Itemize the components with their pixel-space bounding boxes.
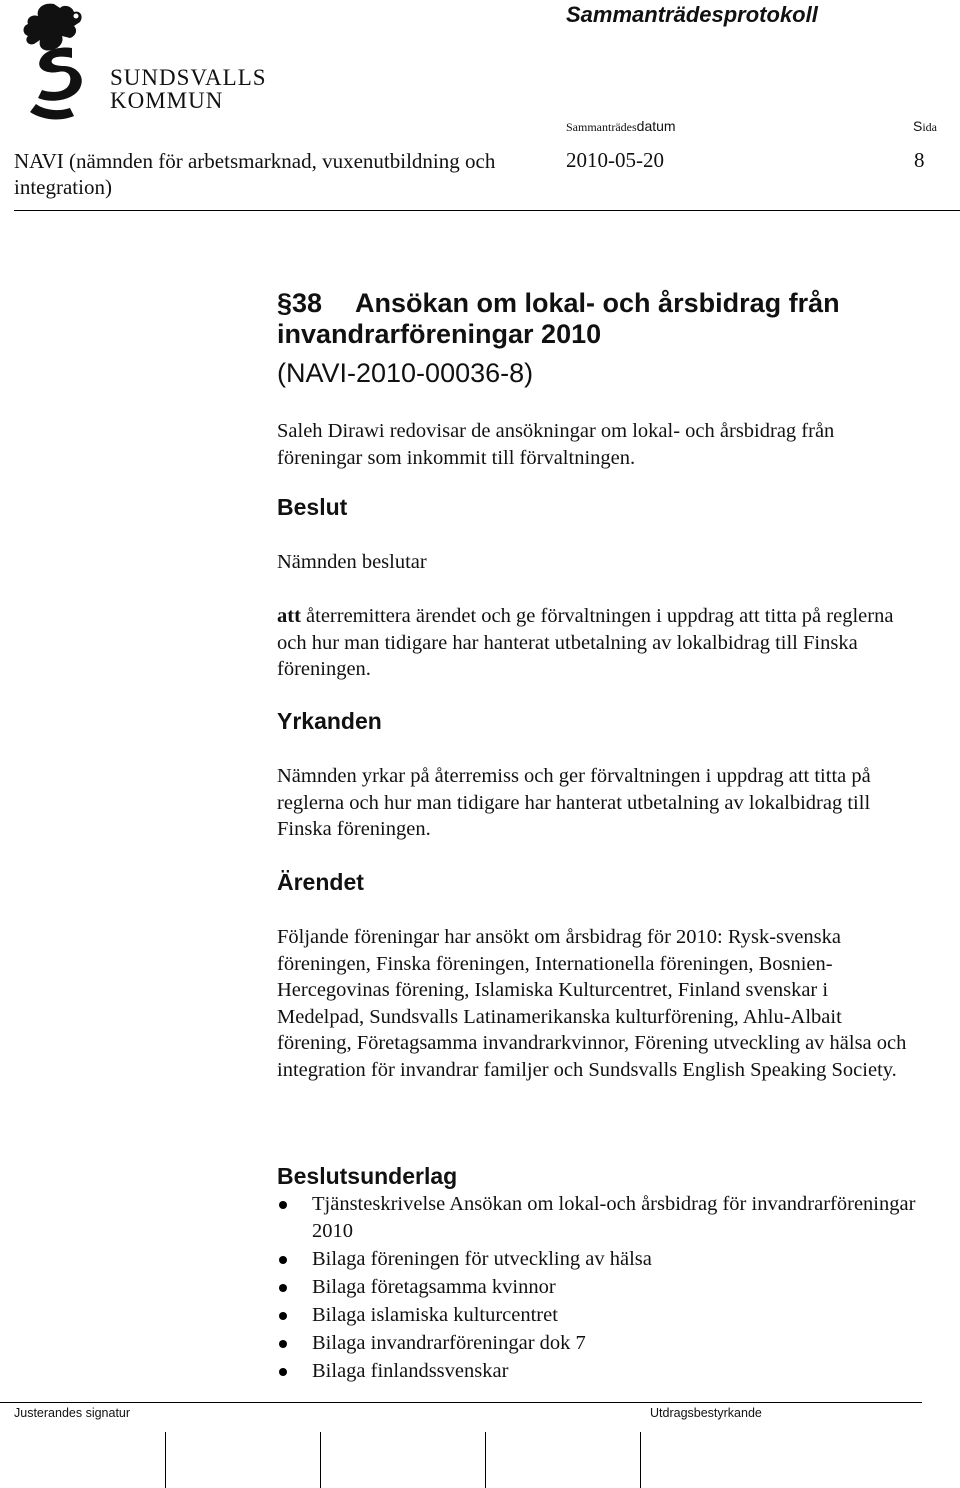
decision-att: att xyxy=(277,605,301,627)
page-number: 8 xyxy=(914,148,925,172)
page-label-part1: S xyxy=(913,118,923,134)
basis-heading: Beslutsunderlag xyxy=(277,1163,458,1189)
bullet-icon xyxy=(279,1312,287,1320)
meeting-date-label xyxy=(566,118,676,135)
paragraph-heading xyxy=(277,288,937,350)
signature-label: Justerandes signatur xyxy=(14,1406,131,1420)
intro-text: Saleh Dirawi redovisar de ansökningar om lokal- och årsbidrag från föreningar som inkommit till förvaltningen. xyxy=(277,420,835,469)
municipality-logo xyxy=(14,0,267,124)
matter-text: Följande föreningar har ansökt om årsbidrag för 2010: Rysk-svenska föreningen, Finska föreningen, Internationella föreningen, Bosnien-Hercegovinas förening, Islamiska Kulturcentret, Finland svenskar i Medelpad, Sundsvalls Latinamerikanska kulturförening, Ahlu-Albait förening, Företagsamma invandrarkvinnor, Förening utveckling av hälsa och integration för invandrar familjer och Sundsvalls English Speaking Society. xyxy=(277,926,907,1081)
footer-divider xyxy=(0,1402,922,1403)
page-label xyxy=(913,118,937,135)
decision-body: återremittera ärendet och ge förvaltningen i uppdrag att titta på reglerna och hur man tidigare har hanterat utbetalning av lokalbidrag till Finska föreningen. xyxy=(277,605,894,681)
list-item: Bilaga finlandssvenskar xyxy=(277,1358,917,1385)
motion-text: Nämnden yrkar på återremiss och ger förvaltningen i uppdrag att titta på reglerna och hur man tidigare har hanterat utbetalning av lokalbidrag till Finska föreningen. xyxy=(277,765,871,841)
item-title-line2: invandrarföreningar 2010 xyxy=(277,319,602,349)
attachment-list xyxy=(277,1191,917,1386)
page-label-part2: ida xyxy=(922,120,938,134)
bullet-icon xyxy=(279,1201,287,1209)
list-item: Bilaga islamiska kulturcentret xyxy=(277,1302,917,1329)
case-number: (NAVI-2010-00036-8) xyxy=(277,358,534,388)
paragraph-number: §38 xyxy=(277,288,323,318)
bullet-icon xyxy=(279,1340,287,1348)
document-type: Sammanträdesprotokoll xyxy=(566,2,818,27)
header-divider-right xyxy=(554,210,960,211)
meeting-date: 2010-05-20 xyxy=(566,148,664,172)
signature-box-divider xyxy=(320,1432,321,1488)
bullet-icon xyxy=(279,1256,287,1264)
list-item: Bilaga föreningen för utveckling av hälsa xyxy=(277,1246,917,1273)
signature-box-divider xyxy=(165,1432,166,1488)
meeting-date-label-part1: Sammanträdes xyxy=(566,120,637,134)
signature-box-divider xyxy=(485,1432,486,1488)
matter-heading: Ärendet xyxy=(277,869,364,895)
decision-heading: Beslut xyxy=(277,494,348,520)
decision-text xyxy=(277,603,917,683)
list-item: Bilaga företagsamma kvinnor xyxy=(277,1274,917,1301)
extract-certification-label: Utdragsbestyrkande xyxy=(650,1406,762,1420)
list-item: Bilaga invandrarföreningar dok 7 xyxy=(277,1330,917,1357)
item-title-line1: Ansökan om lokal- och årsbidrag från xyxy=(355,288,840,318)
bullet-icon xyxy=(279,1368,287,1376)
list-item: Tjänsteskrivelse Ansökan om lokal-och årsbidrag för invandrarföreningar 2010 xyxy=(277,1191,917,1244)
sundsvall-crest-icon xyxy=(14,0,94,124)
bullet-icon xyxy=(279,1284,287,1292)
logo-text-line2: KOMMUN xyxy=(110,88,224,113)
logo-text-line1: SUNDSVALLS xyxy=(110,65,267,90)
header-divider-left xyxy=(14,210,554,211)
decision-lead: Nämnden beslutar xyxy=(277,551,427,573)
motion-heading: Yrkanden xyxy=(277,708,382,734)
meeting-date-label-part2: datum xyxy=(636,118,676,134)
organization-name: NAVI (nämnden för arbetsmarknad, vuxenutbildning och integration) xyxy=(14,149,496,199)
signature-box-divider xyxy=(640,1432,641,1488)
